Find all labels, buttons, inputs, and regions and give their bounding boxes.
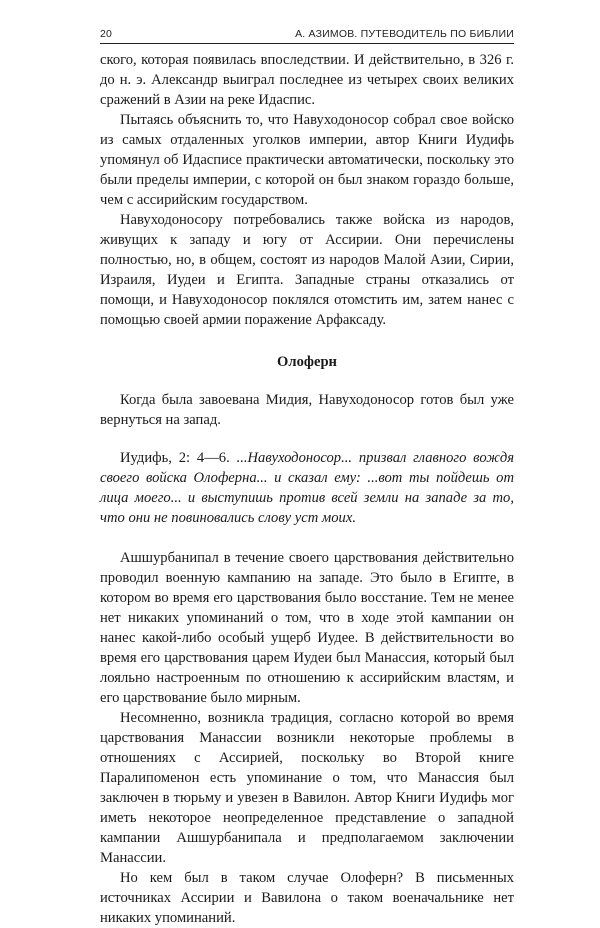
running-title: А. АЗИМОВ. ПУТЕВОДИТЕЛЬ ПО БИБЛИИ	[295, 28, 514, 40]
quote-text: ...Навуходоносор... призвал главного вождя своего войска Олоферна... и сказал ему: ...вот ты пойдешь от лица моего... и выступишь против всей земли на западе за то, что они не повиновались слову уст моих.	[100, 450, 515, 526]
paragraph: Навуходоносору потребовались также войска из народов, живущих к западу и югу от Ассирии. Они перечислены полностью, но, в общем, состоят из народов Малой Азии, Сирии, Израиля, Иудеи и Египта. Западные страны отказались от помощи, и Навуходоносор поклялся отомстить им, затем нанес с помощью своей армии поражение Арфаксаду.	[100, 212, 514, 328]
paragraph: Когда была завоевана Мидия, Навуходоносор готов был уже вернуться на запад.	[100, 392, 514, 428]
running-header	[100, 24, 514, 44]
paragraph: Несомненно, возникла традиция, согласно которой во время царствования Манассии возникли некоторые проблемы в отношениях с Ассирией, поскольку во Второй книге Паралипоменон есть упоминание о том, что Манассия был заключен в тюрьму и увезен в Вавилон. Автор Книги Иудифь мог иметь некоторое неопределенное представление о западной кампании Ашшурбанипала и предполагаемом заключении Манассии.	[100, 710, 514, 866]
section-title: Олоферн	[277, 354, 337, 370]
scripture-quote	[100, 448, 514, 528]
page-body	[100, 50, 514, 928]
page-number: 20	[100, 28, 113, 40]
paragraph: Но кем был в таком случае Олоферн? В письменных источниках Ассирии и Вавилона о таком военачальнике нет никаких упоминаний.	[100, 870, 514, 926]
quote-reference: Иудифь, 2: 4—6.	[120, 450, 237, 466]
paragraph: Ашшурбанипал в течение своего царствования действительно проводил военную кампанию на западе. Это было в Египте, в котором во время его царствования было восстание. Тем не менее нет никаких упоминаний о том, что в ходе этой кампании он нанес какой-либо особый ущерб Иудее. В действительности во время его царствования царем Иудеи был Манассия, который был лояльно настроенным по отношению к ассирийским властям, и его царствование было мирным.	[100, 550, 514, 706]
paragraph: ского, которая появилась впоследствии. И действительно, в 326 г. до н. э. Александр выиграл последнее из четырех своих великих сражений в Азии на реке Идаспис.	[100, 52, 514, 108]
paragraph: Пытаясь объяснить то, что Навуходоносор собрал свое войско из самых отдаленных уголков империи, автор Книги Иудифь упомянул об Идасписе практически автоматически, поскольку это были пределы империи, с которой он был знаком гораздо больше, чем с ассирийским государством.	[100, 112, 514, 208]
book-page	[100, 24, 514, 928]
